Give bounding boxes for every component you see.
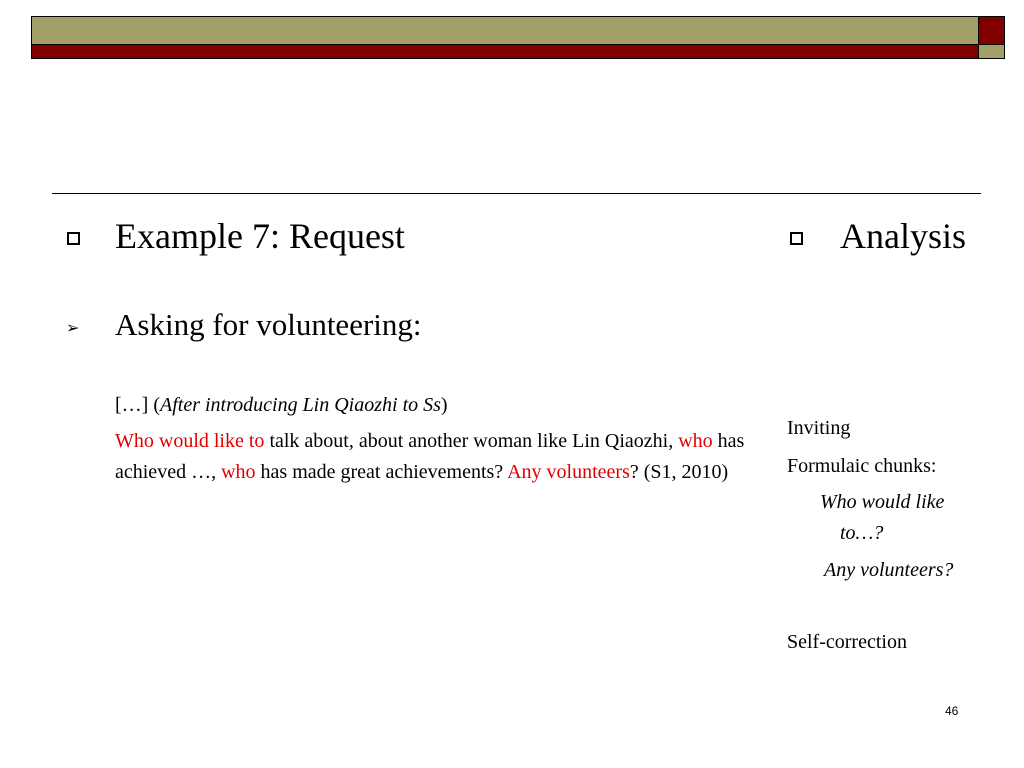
analysis-formulaic-label: Formulaic chunks: bbox=[787, 455, 937, 477]
title-divider bbox=[52, 193, 981, 194]
left-subheading: Asking for volunteering: bbox=[115, 307, 422, 342]
analysis-chunk-2: Any volunteers? bbox=[824, 559, 954, 581]
page-number: 46 bbox=[945, 704, 959, 718]
context-line: […] (After introducing Lin Qiaozhi to Ss) bbox=[115, 394, 448, 416]
square-bullet-icon bbox=[790, 232, 803, 245]
header-band-olive bbox=[31, 16, 979, 45]
analysis-chunk-1-line-1: Who would like bbox=[820, 491, 945, 513]
analysis-chunk-1-line-2: to…? bbox=[840, 522, 884, 544]
arrow-bullet-icon: ➢ bbox=[66, 318, 80, 337]
header-corner-maroon bbox=[978, 16, 1005, 45]
left-heading: Example 7: Request bbox=[115, 216, 405, 256]
header-band-maroon bbox=[31, 44, 979, 59]
analysis-inviting: Inviting bbox=[787, 417, 851, 439]
square-bullet-icon bbox=[67, 232, 80, 245]
header-corner-olive bbox=[978, 44, 1005, 59]
right-heading: Analysis bbox=[840, 216, 966, 256]
example-utterance: Who would like to talk about, about another woman like Lin Qiaozhi, who has achieved …, who has made great achievements? Any volunteers? (S1, 2010) bbox=[115, 430, 745, 483]
analysis-self-correction: Self-correction bbox=[787, 631, 907, 653]
